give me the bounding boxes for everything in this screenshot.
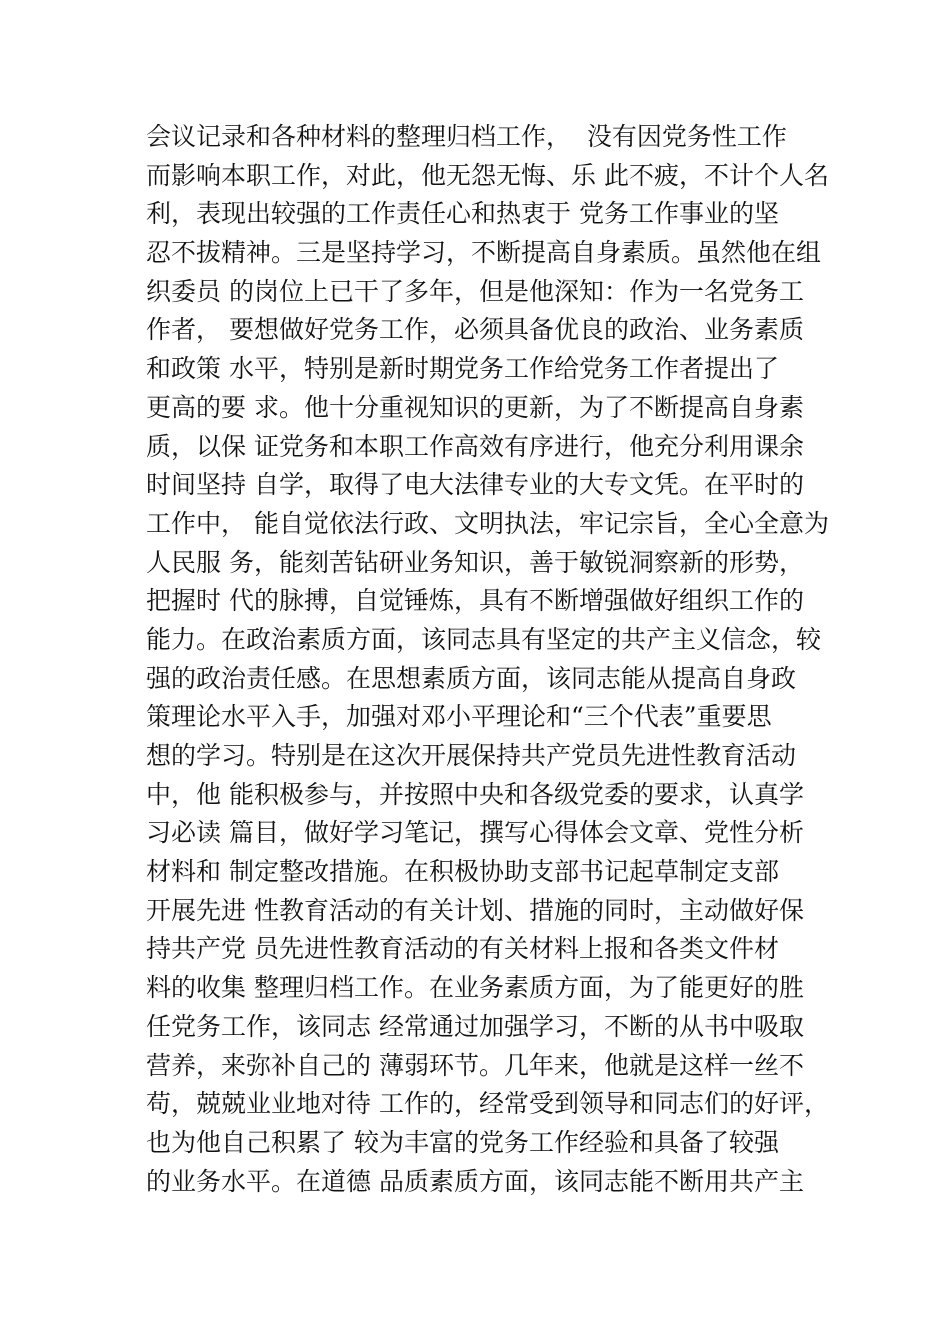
text-line: 质，以保 证党务和本职工作高效有序进行，他充分利用课余 xyxy=(146,431,804,461)
text-line: 习必读 篇目，做好学习笔记，撰写心得体会文章、党性分析 xyxy=(146,818,804,848)
text-line: 中，他 能积极参与，并按照中央和各级党委的要求，认真学 xyxy=(146,779,804,809)
text-line: 人民服 务，能刻苦钻研业务知识，善于敏锐洞察新的形势， xyxy=(146,547,804,577)
text-line: 苟，兢兢业业地对待 工作的，经常受到领导和同志们的好评， xyxy=(146,1089,829,1119)
text-line: 会议记录和各种材料的整理归档工作， 没有因党务性工作 xyxy=(146,122,787,151)
text-line: 和政策 水平，特别是新时期党务工作给党务工作者提出了 xyxy=(146,354,779,384)
text-line: 料的收集 整理归档工作。在业务素质方面，为了能更好的胜 xyxy=(146,973,804,1003)
text-line: 也为他自己积累了 较为丰富的党务工作经验和具备了较强 xyxy=(146,1127,779,1157)
text-line: 持共产党 员先进性教育活动的有关材料上报和各类文件材 xyxy=(146,934,779,964)
text-line: 能力。在政治素质方面，该同志具有坚定的共产主义信念，较 xyxy=(146,624,822,654)
text-line: 忍不拔精神。三是坚持学习，不断提高自身素质。虽然他在组 xyxy=(146,238,822,268)
text-line: 工作中， 能自觉依法行政、文明执法，牢记宗旨，全心全意为 xyxy=(146,508,829,538)
text-line: 开展先进 性教育活动的有关计划、措施的同时，主动做好保 xyxy=(146,895,804,925)
text-line: 策理论水平入手，加强对邓小平理论和“三个代表”重要思 xyxy=(146,702,772,732)
text-line: 织委员 的岗位上已干了多年，但是他深知：作为一名党务工 xyxy=(146,276,804,306)
text-line: 而影响本职工作，对此，他无怨无悔、乐 此不疲，不计个人名 xyxy=(146,160,829,190)
text-line: 把握时 代的脉搏，自觉锤炼，具有不断增强做好组织工作的 xyxy=(146,586,804,616)
body-text xyxy=(146,118,829,1201)
text-line: 时间坚持 自学，取得了电大法律专业的大专文凭。在平时的 xyxy=(146,470,804,500)
text-line: 营养，来弥补自己的 薄弱环节。几年来，他就是这样一丝不 xyxy=(146,1050,804,1080)
text-line: 的业务水平。在道德 品质素质方面，该同志能不断用共产主 xyxy=(146,1166,804,1196)
text-line: 作者， 要想做好党务工作，必须具备优良的政治、业务素质 xyxy=(146,315,804,345)
text-line: 利，表现出较强的工作责任心和热衷于 党务工作事业的坚 xyxy=(146,199,779,229)
text-line: 任党务工作，该同志 经常通过加强学习，不断的从书中吸取 xyxy=(146,1011,804,1041)
text-line: 材料和 制定整改措施。在积极协助支部书记起草制定支部 xyxy=(146,857,779,887)
text-line: 强的政治责任感。在思想素质方面，该同志能从提高自身政 xyxy=(146,663,797,693)
text-line: 更高的要 求。他十分重视知识的更新，为了不断提高自身素 xyxy=(146,392,804,422)
text-line: 想的学习。特别是在这次开展保持共产党员先进性教育活动 xyxy=(146,741,797,770)
